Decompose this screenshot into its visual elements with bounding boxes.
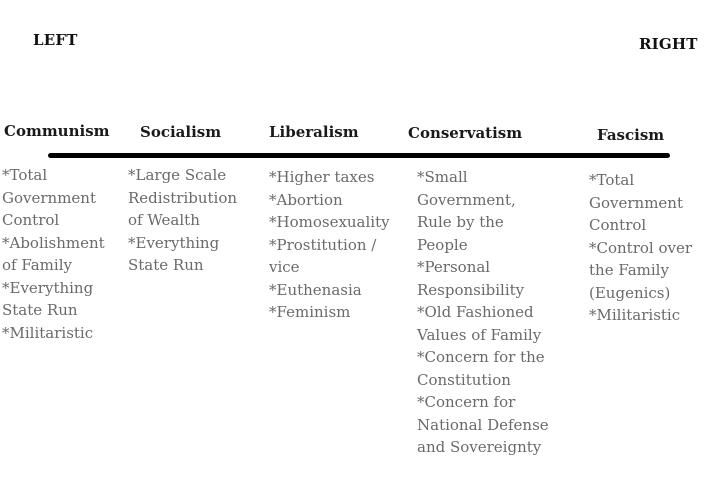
list-item: Rule by the (417, 213, 504, 231)
list-item: vice (269, 258, 300, 276)
fascism-items (589, 169, 692, 327)
heading-fascism: Fascism (597, 126, 665, 144)
list-item: *Everything (128, 233, 220, 252)
list-item: *Small (417, 168, 468, 186)
left-end-label: LEFT (33, 31, 78, 49)
list-item: *Concern for the (417, 348, 545, 366)
list-item: Responsibility (417, 280, 525, 299)
list-item: *Militaristic (589, 306, 681, 324)
heading-communism: Communism (4, 122, 110, 140)
list-item: *Homosexuality (269, 213, 390, 231)
right-end-label: RIGHT (639, 35, 698, 53)
list-item: *Personal (417, 258, 491, 276)
list-item: *Higher taxes (269, 168, 375, 186)
list-item: Government (2, 188, 96, 207)
list-item: State Run (128, 256, 204, 274)
liberalism-items (269, 166, 390, 324)
list-item: *Euthenasia (269, 280, 362, 299)
list-item: the Family (589, 261, 669, 279)
list-item: Redistribution (128, 188, 238, 207)
heading-liberalism: Liberalism (269, 123, 359, 141)
list-item: *Control over (589, 238, 693, 257)
list-item: *Everything (2, 278, 94, 297)
socialism-items (128, 164, 237, 277)
list-item: *Concern for (417, 393, 516, 411)
political-spectrum-line (48, 153, 670, 158)
list-item: *Abolishment (2, 233, 105, 252)
list-item: Control (589, 216, 647, 234)
list-item: *Militaristic (2, 323, 94, 342)
list-item: Government, (417, 190, 516, 209)
heading-socialism: Socialism (140, 123, 222, 141)
list-item: of Wealth (128, 211, 200, 229)
list-item: (Eugenics) (589, 283, 671, 302)
list-item: People (417, 235, 468, 254)
list-item: and Sovereignty (417, 438, 542, 456)
list-item: Government (589, 193, 683, 212)
list-item: State Run (2, 301, 78, 319)
communism-items (2, 164, 105, 344)
heading-conservatism: Conservatism (408, 124, 523, 142)
list-item: *Feminism (269, 303, 351, 321)
list-item: *Abortion (269, 190, 343, 209)
list-item: *Total (2, 166, 48, 184)
list-item: *Total (589, 171, 635, 189)
list-item: of Family (2, 256, 72, 274)
list-item: National Defense (417, 415, 549, 434)
list-item: Constitution (417, 370, 511, 389)
conservatism-items (417, 166, 549, 459)
list-item: *Large Scale (128, 166, 227, 184)
list-item: Control (2, 211, 60, 229)
list-item: *Old Fashioned (417, 303, 534, 321)
list-item: Values of Family (417, 325, 542, 344)
list-item: *Prostitution / (269, 235, 377, 254)
